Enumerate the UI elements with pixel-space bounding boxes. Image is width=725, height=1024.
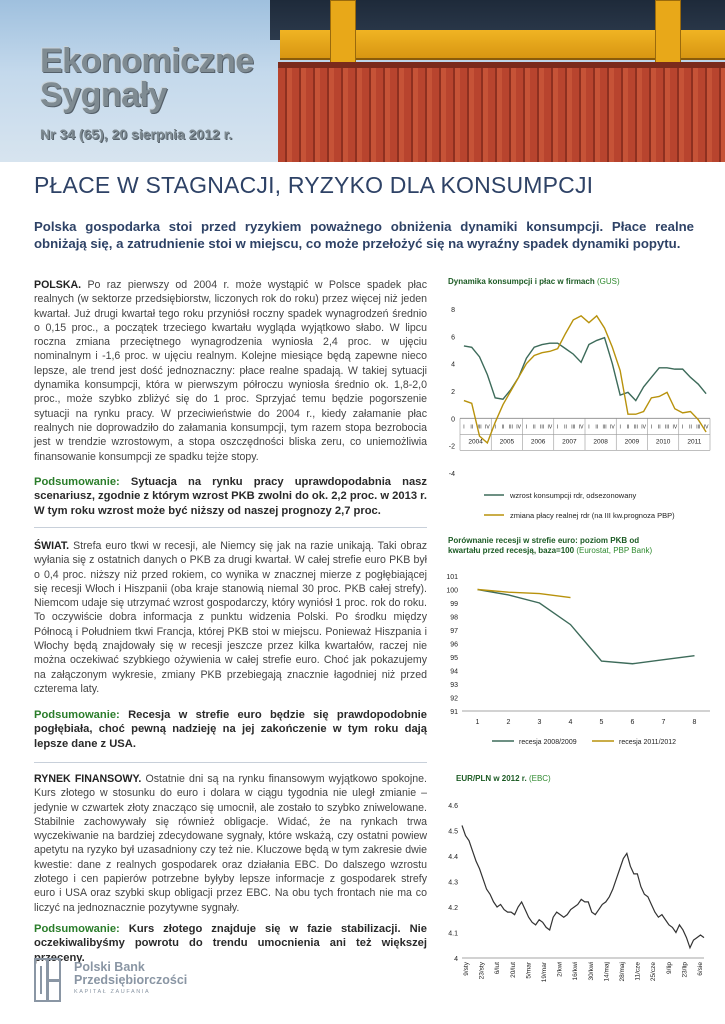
masthead-title-line1: Ekonomiczne <box>40 42 254 80</box>
y-tick-label: 4.5 <box>448 828 458 836</box>
bank-name-line1: Polski Bank <box>74 960 145 974</box>
chart-title-text: Porównanie recesji w strefie euro: poziom PKB od kwartału przed recesją, baza=100 <box>448 536 640 555</box>
y-tick-label: 93 <box>450 682 458 689</box>
year-tick-label: 2006 <box>530 438 546 446</box>
y-tick-label: 91 <box>450 709 458 716</box>
section-label: RYNEK FINANSOWY. <box>34 773 142 785</box>
year-tick-label: 2011 <box>687 438 702 446</box>
x-tick-label: 5/mar <box>525 962 533 979</box>
quarter-tick-label: III <box>571 424 576 431</box>
y-tick-label: 8 <box>451 307 455 314</box>
bank-logo-icon <box>34 958 62 1002</box>
y-tick-label: 92 <box>450 695 458 703</box>
section-label: POLSKA. <box>34 279 82 291</box>
legend-label: recesja 2011/2012 <box>619 739 677 746</box>
series-line-0 <box>462 825 704 947</box>
quarter-tick-label: IV <box>516 424 521 431</box>
series-line-0 <box>478 590 695 664</box>
legend-label: zmiana płacy realnej rdr (na III kw.prognoza PBP) <box>510 511 675 520</box>
container-top-edge <box>278 62 725 68</box>
quarter-tick-label: II <box>626 424 630 431</box>
section-label: ŚWIAT. <box>34 540 70 552</box>
quarter-tick-label: II <box>470 424 474 431</box>
x-tick-label: 28/maj <box>619 962 626 982</box>
bank-tagline: KAPITAŁ ZAUFANIA <box>74 989 151 995</box>
series-line-1 <box>478 590 571 598</box>
x-tick-label: 9/sty <box>463 962 470 976</box>
x-tick-label: 7 <box>661 719 666 726</box>
chart-eurpln-svg <box>442 770 717 1015</box>
quarter-tick-label: II <box>595 424 599 431</box>
summary-label: Podsumowanie: <box>34 476 120 488</box>
x-tick-label: 9/lip <box>665 962 673 974</box>
legend-label: wzrost konsumpcji rdr, odsezonowany <box>510 491 637 500</box>
quarter-tick-label: I <box>619 424 621 431</box>
section-swiat-summary <box>34 708 427 751</box>
crane-leg-left <box>330 0 356 65</box>
quarter-tick-label: IV <box>609 424 615 431</box>
y-tick-label: 4 <box>451 361 455 369</box>
y-tick-label: 100 <box>446 587 458 595</box>
x-tick-label: 19/mar <box>541 962 548 983</box>
quarter-tick-label: IV <box>484 424 490 431</box>
section-polska-summary <box>34 475 427 518</box>
x-tick-label: 14/maj <box>603 962 611 982</box>
y-tick-label: 4 <box>454 956 458 963</box>
x-tick-label: 6/lut <box>494 962 502 975</box>
quarter-tick-label: II <box>564 424 567 431</box>
crane-leg-right <box>655 0 681 65</box>
quarter-tick-label: IV <box>578 424 584 431</box>
quarter-tick-label: II <box>657 424 661 431</box>
x-tick-label: 1 <box>475 719 480 726</box>
x-tick-label: 6/sie <box>697 962 704 976</box>
quarter-tick-label: III <box>602 424 607 431</box>
summary-label: Podsumowanie: <box>34 923 120 935</box>
x-tick-label: 2 <box>506 719 511 726</box>
quarter-tick-label: I <box>681 424 684 431</box>
quarter-tick-label: II <box>689 424 692 431</box>
quarter-tick-label: III <box>477 424 482 431</box>
legend-label: recesja 2008/2009 <box>519 739 577 746</box>
x-tick-label: 3 <box>537 719 542 726</box>
section-polska-text <box>34 278 427 464</box>
quarter-tick-label: III <box>664 424 670 431</box>
y-tick-label: 4.3 <box>448 879 458 887</box>
section-rynek-text <box>34 772 427 915</box>
y-tick-label: 6 <box>451 334 455 342</box>
section-body: Strefa euro tkwi w recesji, ale Niemcy się jak na razie unikają. Taki obraz wyłania się z ostatnich danych o PKB za drugi kwartał. W całej strefie euro PKB był o 0,4 proc. niższy niż przed rokiem, co wynika w znacznej mierze z pogłębiającej się recesji Włoch i Hiszpanii (oba kraje stanowią niemal 30 proc. PKB całej strefy). Niemcom udaje się utrzymać wzrost gospodarczy, który wyniósł 1 proc. rok do roku. To oczywiście dobra informacja z punktu widzenia Polski. Po środku między Północą i Południem tkwi Francja, której PKB stoi w miejscu. Ponieważ Hiszpania i Włochy będą znajdowały się w recesji jeszcze przez kilka kwartałów, raczej nie można oczekiwać szybkiego ożywienia w całej strefie euro. Choć jak pokazujemy na załączonym wykresie, zmiany PKB przebiegają znacznie łagodniej niż przed czterema laty. <box>34 540 428 695</box>
x-tick-label: 4 <box>568 719 573 726</box>
divider <box>34 527 427 528</box>
chart-source: (Eurostat, PBP Bank) <box>576 546 653 555</box>
quarter-tick-label: III <box>508 424 513 431</box>
chart-consumption-svg <box>442 273 717 523</box>
y-tick-label: -4 <box>448 471 455 478</box>
y-tick-label: 97 <box>450 628 458 635</box>
quarter-tick-label: I <box>525 424 528 431</box>
section-body: Ostatnie dni są na rynku finansowym wyjątkowo spokojne. Kurs złotego w stosunku do euro i dolara w ciągu tygodnia nie uległ zmianie – jedynie w czwartek złoty znacząco się umocnił, ale zostało to szybko zniwelowane. Stabilnie zachowywały się również obligacje. Widać, że na rynkach trwa wyczekiwanie na bardziej zdecydowane sygnały, które wskażą, czy ostatni powiew apetytu na ryzyko był uzasadniony czy też nie. Kluczowe będą w tym zakresie dwie kwestie: dane z realnych gospodarek oraz działania EBC. Do dalszego wzrostu złotego i cen papierów potrzebne byłyby lepsze informacje z gospodarek strefy euro i USA oraz szybki skup obligacji przez EBC. Na obu tych frontach nie ma co liczyć na jednoznacznie pozytywne sygnały. <box>34 773 427 914</box>
chart-eurozone-recessions <box>442 533 717 753</box>
y-tick-label: 4.4 <box>448 854 458 861</box>
quarter-tick-label: I <box>650 424 653 431</box>
quarter-tick-label: I <box>494 424 496 431</box>
y-tick-label: 0 <box>451 416 455 424</box>
y-tick-label: 95 <box>450 655 458 662</box>
quarter-tick-label: IV <box>703 424 709 431</box>
x-tick-label: 25/cze <box>650 962 658 982</box>
year-tick-label: 2004 <box>468 438 483 446</box>
quarter-tick-label: III <box>539 424 545 431</box>
section-swiat-text <box>34 539 427 696</box>
quarter-tick-label: IV <box>672 424 678 431</box>
lead-paragraph: Polska gospodarka stoi przed ryzykiem poważnego obniżenia dynamiki konsumpcji. Płace realne obniżają się, a zatrudnienie stoi w miejscu, co może przełożyć się na wyraźny spadek dynamiki popytu. <box>34 219 694 251</box>
chart-title-text: Dynamika konsumpcji i płac w firmach <box>448 277 595 286</box>
y-tick-label: 4.6 <box>448 803 458 810</box>
quarter-tick-label: IV <box>547 424 553 431</box>
chart-source: (EBC) <box>528 774 551 783</box>
quarter-tick-label: II <box>501 424 505 431</box>
year-tick-label: 2008 <box>593 438 608 446</box>
shipping-container <box>278 62 725 162</box>
quarter-tick-label: IV <box>641 424 646 431</box>
chart-source: (GUS) <box>596 277 620 286</box>
x-tick-label: 20/lut <box>509 962 517 978</box>
x-tick-label: 30/kwi <box>587 962 595 981</box>
y-tick-label: 101 <box>446 574 458 581</box>
issue-number: Nr 34 (65), 20 sierpnia 2012 r. <box>40 126 233 142</box>
chart-consumption-wages <box>442 273 717 523</box>
quarter-tick-label: III <box>696 424 701 431</box>
y-tick-label: 98 <box>450 614 458 622</box>
section-body: Po raz pierwszy od 2004 r. może wystąpić w Polsce spadek płac realnych (w sektorze przedsiębiorstw, liczonych rok do roku) przez więcej niż jeden kwartał. Już drugi kwartał tego roku przyniósł roczny spadek wynagrodzeń średnio o 0,15 proc., a początek trzeciego kwartału wygląda wyjątkowo słabo. W lipcu roczna zmiana przeciętnego wynagrodzenia wyniosła 2,4 proc. w ujęciu nominalnym i -1,6 proc. w ujęciu realnym. Kolejne miesiące będą zapewne nieco lepsze, ale trend jest dość jednoznaczny: płace realne spadają. W takiej sytuacji dynamika konsumpcji, która w pierwszym półroczu wyniosła średnio ok. 1,8-2,0 proc., może szybko zbliżyć się do 1 proc. Sprzyjać temu będzie pogorszenie sytuacji na rynku pracy. W przeciwieństwie do 2004 r., kiedy załamanie płac realnych nie doprowadziło do załamania konsumpcji, tym razem stopa bezrobocia jest w trendzie wzrostowym, a stopa oszczędności bliska zeru, co uniemożliwia finansowanie konsumpcji ze spadku tejże stopy. <box>34 279 427 463</box>
y-tick-label: 99 <box>450 601 458 608</box>
summary-text: Recesja w strefie euro będzie się prawdopodobnie pogłębiała, choć pewną nadzieję na jej zakończenie w tym roku dają lepsze dane z USA. <box>34 709 428 750</box>
bank-logo <box>34 958 234 1008</box>
summary-label: Podsumowanie: <box>34 709 120 721</box>
x-tick-label: 2/kwi <box>556 962 564 977</box>
x-tick-label: 8 <box>692 719 697 726</box>
quarter-tick-label: I <box>556 424 559 431</box>
x-tick-label: 23/sty <box>478 962 486 980</box>
page-headline: PŁACE W STAGNACJI, RYZYKO DLA KONSUMPCJI <box>34 172 594 198</box>
quarter-tick-label: II <box>532 424 536 431</box>
y-tick-label: -2 <box>448 443 455 451</box>
summary-text: Sytuacja na rynku pracy uprawdopodabnia nasz scenariusz, zgodnie z którym wzrost PKB zwolni do ok. 2,2 proc. w 2013 r. W tym roku wzrost może być niższy od naszej prognozy 2,7 proc. <box>34 476 428 517</box>
masthead-title-line2: Sygnały <box>40 76 167 114</box>
bank-name-line2: Przedsiębiorczości <box>74 973 188 987</box>
year-tick-label: 2005 <box>499 438 515 446</box>
chart-title <box>456 774 696 784</box>
year-tick-label: 2010 <box>655 438 671 446</box>
y-tick-label: 4.2 <box>448 905 458 912</box>
x-tick-label: 5 <box>599 719 604 726</box>
series-line-0 <box>464 338 706 401</box>
bank-name <box>74 961 187 987</box>
quarter-tick-label: I <box>463 424 465 431</box>
quarter-tick-label: I <box>588 424 590 431</box>
summary-text: Kurs złotego znajduje się w fazie stabilizacji. Nie oczekiwalibyśmy powrotu do trendu umocnienia ani też większej przeceny. <box>34 923 427 964</box>
y-tick-label: 94 <box>450 668 458 676</box>
divider <box>34 762 427 763</box>
masthead-title <box>40 44 254 112</box>
masthead-banner <box>0 0 725 162</box>
y-tick-label: 4.1 <box>448 930 458 938</box>
y-tick-label: 2 <box>451 389 455 396</box>
chart-eurpln <box>442 770 717 1015</box>
year-tick-label: 2007 <box>562 438 577 446</box>
chart-title-text: EUR/PLN w 2012 r. <box>456 774 527 783</box>
x-tick-label: 6 <box>630 719 635 726</box>
quarter-tick-label: III <box>633 424 638 431</box>
x-tick-label: 16/kwi <box>572 962 580 981</box>
x-tick-label: 23/lip <box>681 962 689 978</box>
y-tick-label: 96 <box>450 641 458 649</box>
chart-title <box>448 536 658 556</box>
x-tick-label: 11/cze <box>634 962 642 981</box>
chart-recessions-svg <box>442 533 717 753</box>
year-tick-label: 2009 <box>624 438 640 446</box>
chart-title <box>448 277 708 287</box>
